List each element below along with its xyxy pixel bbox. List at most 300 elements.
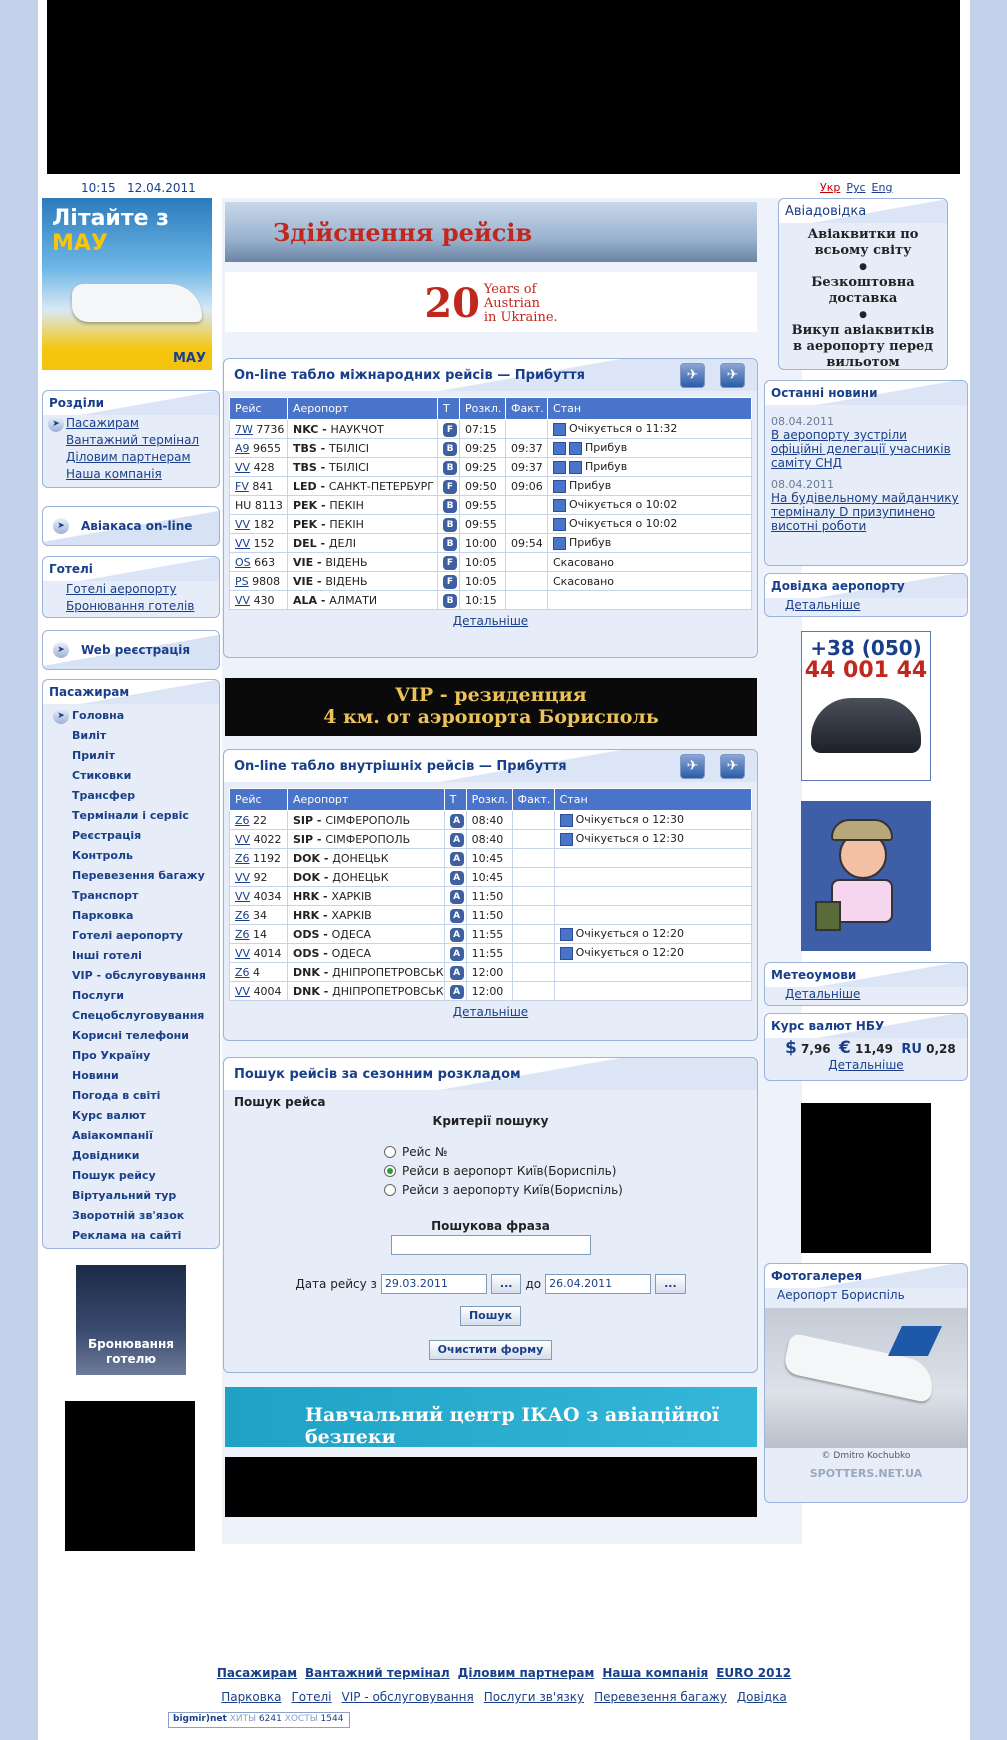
search-phrase-input[interactable] (391, 1235, 591, 1255)
scheduled-time: 12:00 (466, 982, 512, 1001)
terminal-badge: A (450, 928, 464, 942)
column-header: Факт. (512, 789, 554, 811)
airline-code-link[interactable]: VV (235, 946, 251, 960)
status-text: Прибув (585, 441, 628, 455)
passengers-menu-item[interactable]: Погода в світі (72, 1089, 161, 1102)
terminal (444, 887, 466, 906)
airport: DNK - ДНІПРОПЕТРОВСЬК (288, 963, 445, 982)
status (554, 811, 751, 830)
passengers-menu-item[interactable]: Перевезення багажу (72, 869, 205, 882)
terminal (444, 963, 466, 982)
airport: NKC - НАУКЧОТ (288, 420, 438, 439)
scheduled-time: 09:25 (460, 458, 506, 477)
arrow-icon: ➤ (53, 518, 69, 534)
web-registration-label: Web реєстрація (81, 643, 191, 657)
column-header: Рейс (230, 398, 288, 420)
photo-gallery-box (764, 1263, 968, 1503)
airport-city: ВІДЕНЬ (325, 574, 368, 588)
airport-city: НАУКЧОТ (330, 422, 384, 436)
airport-city: ДОНЕЦЬК (332, 870, 389, 884)
footer-link[interactable]: Пасажирам (216, 1666, 298, 1680)
date-from-label: Дата рейсу з (295, 1277, 377, 1291)
news-date: 08.04.2011 (771, 478, 834, 491)
intl-table (229, 397, 752, 610)
airport-code: DNK (293, 965, 320, 979)
right-banner (801, 1103, 931, 1253)
bigmir-counter[interactable] (168, 1712, 350, 1728)
gallery-photo[interactable] (765, 1308, 968, 1448)
terminal (438, 477, 460, 496)
hotel-booking-ad-text: Бронювання готелю (88, 1337, 174, 1366)
airline-code-link[interactable]: Z6 (235, 851, 250, 865)
airport-code: SIP (293, 832, 314, 846)
flight-row (230, 420, 752, 439)
section-company[interactable]: Наша компанія (66, 467, 162, 481)
lang-ukr[interactable]: Укр (820, 181, 841, 194)
passengers-menu-item[interactable]: Зворотній зв'язок (72, 1209, 185, 1222)
terminal-badge: A (450, 966, 464, 980)
status-icon (553, 499, 566, 512)
flight-num: 182 (253, 517, 275, 531)
scheduled-time: 08:40 (466, 830, 512, 849)
status (554, 963, 751, 982)
scheduled-time: 11:55 (466, 944, 512, 963)
time: 10:15 (81, 181, 116, 195)
airline-code-link[interactable]: VV (235, 832, 251, 846)
status (554, 830, 751, 849)
flight-num: 4014 (253, 946, 282, 960)
status-icon (560, 947, 573, 960)
passengers-menu-item[interactable]: Про Україну (72, 1049, 151, 1062)
flight-number (230, 534, 288, 553)
rub-rate: 0,28 (926, 1042, 956, 1056)
lang-eng[interactable]: Eng (871, 181, 893, 194)
weather-more[interactable]: Детальніше (785, 987, 861, 1001)
footer-link[interactable]: Парковка (221, 1690, 282, 1704)
photo-gallery-subtitle[interactable]: Аеропорт Бориспіль (777, 1288, 905, 1302)
flight-num: 663 (254, 555, 276, 569)
dollar-icon: $ (785, 1038, 797, 1058)
center-column (222, 198, 802, 1544)
flight-num: 34 (253, 908, 268, 922)
column-header: Факт. (506, 398, 548, 420)
terminal-badge: A (450, 890, 464, 904)
center-bottom-banner (225, 1457, 757, 1517)
flight-row (230, 496, 752, 515)
passengers-menu-item[interactable]: Курс валют (72, 1109, 146, 1122)
status-text: Очікується о 12:20 (575, 946, 684, 960)
actual-time: 09:54 (506, 534, 548, 553)
domestic-more-link[interactable]: Детальніше (452, 1005, 529, 1019)
airport-city: ДНІПРОПЕТРОВСЬК (332, 965, 444, 979)
airline-code-link[interactable]: VV (235, 536, 251, 550)
flight-row (230, 944, 752, 963)
passengers-menu-item[interactable]: Стиковки (72, 769, 132, 782)
date-to-picker-button[interactable]: ... (655, 1274, 686, 1294)
airport: SIP - СІМФЕРОПОЛЬ (288, 830, 445, 849)
austrian-line1: Years of (483, 281, 537, 297)
airport-code: HRK (293, 889, 320, 903)
radio-button[interactable] (384, 1184, 396, 1196)
footer-link[interactable]: Діловим партнерам (457, 1666, 595, 1680)
actual-time (506, 553, 548, 572)
flight-row (230, 591, 752, 610)
flight-number (230, 868, 288, 887)
passengers-menu-item[interactable]: VIP - обслуговування (72, 969, 206, 982)
terminal-badge: F (443, 575, 457, 589)
airline-code-link[interactable]: 7W (235, 422, 253, 436)
austrian-banner[interactable] (225, 272, 757, 332)
airline-code-link[interactable]: VV (235, 460, 251, 474)
status (548, 458, 752, 477)
plane-image (72, 284, 202, 322)
airport-code: VIE (293, 574, 314, 588)
footer-link[interactable]: Вантажний термінал (305, 1666, 450, 1680)
status-text: Очікується о 12:20 (575, 927, 684, 941)
status (554, 982, 751, 1001)
status (554, 925, 751, 944)
iso-certificates (39, 1712, 141, 1740)
date-to-input[interactable]: 26.04.2011 (545, 1274, 651, 1294)
search-phrase-label: Пошукова фраза (431, 1219, 550, 1233)
radio-to-kyiv[interactable] (384, 1161, 757, 1180)
airport-city: ТБІЛІСІ (329, 460, 369, 474)
airport-code: HRK (293, 908, 320, 922)
airport-code: DOK (293, 851, 321, 865)
terminal-badge: F (443, 556, 457, 570)
icao-banner[interactable] (225, 1387, 757, 1447)
status (554, 906, 751, 925)
airport: SIP - СІМФЕРОПОЛЬ (288, 811, 445, 830)
copyright: Copyright 2008 - 2010 © Розробка сайту КВД IT Планета-плюс (524, 1718, 922, 1731)
scheduled-time: 11:50 (466, 887, 512, 906)
arrow-icon: ➤ (48, 416, 64, 432)
airline-code-link[interactable]: PS (235, 574, 249, 588)
date-from-picker-button[interactable]: ... (491, 1274, 522, 1294)
airport: HRK - ХАРКІВ (288, 887, 445, 906)
actual-time (512, 963, 554, 982)
flight-row (230, 553, 752, 572)
airline-code-link[interactable]: Z6 (235, 908, 250, 922)
passengers-menu-item[interactable]: Транспорт (72, 889, 139, 902)
top-banner (47, 0, 960, 174)
taxi-phone-prefix: +38 (050) (810, 636, 922, 660)
status (548, 439, 752, 458)
domestic-table (229, 788, 752, 1001)
footer-link[interactable]: Довідка (736, 1690, 787, 1704)
airline-code-link[interactable]: VV (235, 593, 251, 607)
flight-num: 92 (253, 870, 268, 884)
airport: TBS - ТБІЛІСІ (288, 458, 438, 477)
scheduled-time: 09:50 (460, 477, 506, 496)
radio-button[interactable] (384, 1165, 396, 1177)
terminal-badge: A (450, 909, 464, 923)
terminal-badge: A (450, 871, 464, 885)
flight-row (230, 572, 752, 591)
avia-info-title: Авіадовідка (779, 199, 947, 223)
vip-line1: VIP - резиденция (395, 684, 587, 706)
terminal-badge: B (443, 518, 457, 532)
austrian-line3: in Ukraine. (483, 309, 558, 325)
terminal (438, 572, 460, 591)
airport-code: ALA (293, 593, 318, 607)
airline-code-link[interactable]: VV (235, 517, 251, 531)
status-text: Очікується о 11:32 (569, 422, 678, 436)
hotels-booking-link[interactable]: Бронювання готелів (66, 599, 195, 613)
lang-rus[interactable]: Рус (846, 181, 866, 194)
airport-reference-title: Довідка аеропорту (765, 574, 967, 598)
sections-box (42, 390, 220, 488)
flight-number (230, 458, 288, 477)
scheduled-time: 10:00 (460, 534, 506, 553)
section-partners[interactable]: Діловим партнерам (66, 450, 191, 464)
radio-flight-number[interactable] (384, 1142, 757, 1161)
section-cargo[interactable]: Вантажний термінал (66, 433, 200, 447)
status-icon (560, 928, 573, 941)
status-icon (553, 537, 566, 550)
mau-ad[interactable] (42, 198, 212, 370)
airline-code-link[interactable]: FV (235, 479, 249, 493)
passengers-menu-item[interactable]: Реклама на сайті (72, 1229, 182, 1242)
scheduled-time: 09:55 (460, 515, 506, 534)
passengers-menu-item[interactable]: Послуги (72, 989, 124, 1002)
actual-time (512, 925, 554, 944)
passengers-menu-item[interactable]: Віртуальний тур (72, 1189, 177, 1202)
flight-number (230, 944, 288, 963)
terminal (438, 591, 460, 610)
airport: DEL - ДЕЛІ (288, 534, 438, 553)
footer-link[interactable]: Послуги зв'язку (483, 1690, 585, 1704)
flight-number (230, 477, 288, 496)
passengers-menu-item[interactable]: Авіакомпанії (72, 1129, 153, 1142)
passengers-menu-item[interactable]: ➤ Головна (43, 706, 219, 726)
airline-code-link[interactable]: Z6 (235, 927, 250, 941)
status (548, 534, 752, 553)
column-header: Т (444, 789, 466, 811)
status (554, 887, 751, 906)
actual-time: 09:37 (506, 439, 548, 458)
vip-residence-banner[interactable] (225, 678, 757, 736)
currency-title: Курс валют НБУ (765, 1014, 967, 1038)
flight-row (230, 811, 752, 830)
passengers-menu-item[interactable]: Пошук рейсу (72, 1169, 156, 1182)
passengers-menu-item[interactable]: Парковка (72, 909, 134, 922)
column-header: Розкл. (460, 398, 506, 420)
flights-banner-text: Здійснення рейсів (273, 218, 533, 247)
search-button[interactable]: Пошук (460, 1306, 521, 1326)
airport-city: ХАРКІВ (331, 889, 372, 903)
airport-city: ХАРКІВ (331, 908, 372, 922)
departure-icon[interactable]: ✈ (680, 754, 705, 779)
usd-rate: 7,96 (801, 1042, 831, 1056)
flight-num: 14 (253, 927, 268, 941)
airport-city: ПЕКІН (329, 498, 364, 512)
flight-number (230, 496, 288, 515)
airline-code-link[interactable]: VV (235, 870, 251, 884)
column-header: Т (438, 398, 460, 420)
section-passengers[interactable]: Пасажирам (66, 416, 139, 430)
news-link[interactable]: В аеропорту зустріли офіційні делегації учасників саміту СНД (771, 428, 951, 470)
scheduled-time: 10:45 (466, 849, 512, 868)
flight-row (230, 439, 752, 458)
passengers-menu-item[interactable]: Готелі аеропорту (72, 929, 183, 942)
footer-link[interactable]: Готелі (291, 1690, 332, 1704)
passengers-menu-item[interactable]: Реєстрація (72, 829, 142, 842)
mau-ad-line1: Літайте з (52, 206, 169, 231)
airport-code: SIP (293, 813, 314, 827)
flight-num: 152 (253, 536, 275, 550)
flight-num: 7736 (256, 422, 285, 436)
web-registration-button[interactable] (42, 630, 220, 670)
column-header: Рейс (230, 789, 288, 811)
airline-code-link[interactable]: Z6 (235, 965, 250, 979)
airport: DOK - ДОНЕЦЬК (288, 849, 445, 868)
mascot-hat (831, 819, 893, 841)
passengers-menu-item[interactable]: Трансфер (72, 789, 136, 802)
status (554, 868, 751, 887)
passengers-menu-item[interactable]: Термінали і сервіс (72, 809, 189, 822)
actual-time (512, 830, 554, 849)
flights-banner[interactable] (225, 202, 757, 262)
terminal (438, 553, 460, 572)
weather-box (764, 962, 968, 1006)
status-text: Прибув (569, 479, 612, 493)
status-text: Скасовано (553, 555, 614, 569)
status (554, 849, 751, 868)
radio-label: Рейси в аеропорт Київ(Бориспіль) (402, 1163, 617, 1178)
status-icon (560, 833, 573, 846)
terminal (444, 982, 466, 1001)
footer-link[interactable]: Перевезення багажу (594, 1690, 727, 1704)
passengers-menu (43, 704, 219, 1250)
austrian-banner-number: 20 (424, 280, 480, 327)
terminal-badge: A (450, 947, 464, 961)
hotels-airport-link[interactable]: Готелі аеропорту (66, 582, 177, 596)
airport-code: ODS (293, 946, 320, 960)
scheduled-time: 10:15 (460, 591, 506, 610)
arrival-icon[interactable]: ✈ (720, 754, 745, 779)
airport-city: ДОНЕЦЬК (332, 851, 389, 865)
rub-label: RU (901, 1042, 922, 1057)
flight-num: 9655 (253, 441, 282, 455)
terminal (438, 496, 460, 515)
flight-row (230, 849, 752, 868)
actual-time (512, 944, 554, 963)
status (548, 591, 752, 610)
passengers-menu-item[interactable]: Виліт (72, 729, 107, 742)
language-switch (820, 181, 898, 194)
footer-link[interactable]: Наша компанія (602, 1666, 709, 1680)
airport-city: СІМФЕРОПОЛЬ (325, 813, 411, 827)
flight-num: HU 8113 (235, 498, 283, 512)
date: 12.04.2011 (127, 181, 196, 195)
passengers-menu-item[interactable]: Корисні телефони (72, 1029, 189, 1042)
avia-info-body (779, 223, 947, 371)
status (548, 420, 752, 439)
flight-row (230, 458, 752, 477)
column-header: Аеропорт (288, 789, 445, 811)
flight-row (230, 906, 752, 925)
jet-fin (888, 1326, 942, 1356)
actual-time (512, 868, 554, 887)
taxi-phone-number: 44 001 44 (804, 658, 928, 683)
airport-city: ПЕКІН (329, 517, 364, 531)
arrival-icon[interactable]: ✈ (720, 363, 745, 388)
radio-from-kyiv[interactable] (384, 1180, 757, 1199)
airport: VIE - ВІДЕНЬ (288, 572, 438, 591)
footer-link[interactable]: VIP - обслуговування (341, 1690, 474, 1704)
airport-code: DEL (293, 536, 317, 550)
currency-more[interactable]: Детальніше (828, 1058, 904, 1072)
passengers-menu-item[interactable]: Довідники (72, 1149, 140, 1162)
footer-link[interactable]: EURO 2012 (716, 1666, 792, 1680)
flight-number (230, 849, 288, 868)
airport: ODS - ОДЕСА (288, 925, 445, 944)
status-text: Скасовано (553, 574, 614, 588)
passengers-menu-item[interactable]: Приліт (72, 749, 115, 762)
clear-form-button[interactable]: Очистити форму (429, 1340, 553, 1360)
avia-kasa-button[interactable] (42, 506, 220, 546)
airline-code-link[interactable]: VV (235, 984, 251, 998)
flight-num: 1192 (253, 851, 282, 865)
scheduled-time: 12:00 (466, 963, 512, 982)
schedule-search-box (223, 1057, 758, 1373)
airline-code-link[interactable]: Z6 (235, 813, 250, 827)
scheduled-time: 10:05 (460, 553, 506, 572)
mascot-ad[interactable] (801, 801, 931, 951)
news-link[interactable]: На будівельному майданчику терміналу D призупинено висотні роботи (771, 491, 959, 533)
taxi-ad[interactable] (801, 631, 931, 781)
airport-reference-more[interactable]: Детальніше (785, 598, 861, 612)
flight-number (230, 811, 288, 830)
left-bottom-banner (65, 1401, 195, 1551)
scheduled-time: 10:45 (466, 868, 512, 887)
passengers-menu-item[interactable]: Спецобслуговування (72, 1009, 205, 1022)
intl-more-link[interactable]: Детальніше (452, 614, 529, 628)
date-from-input[interactable]: 29.03.2011 (381, 1274, 487, 1294)
passengers-menu-item[interactable]: Контроль (72, 849, 133, 862)
status-icon (560, 814, 573, 827)
terminal (438, 458, 460, 477)
hotels-title: Готелі (43, 557, 219, 581)
page (38, 0, 970, 1740)
radio-label: Рейс № (402, 1144, 448, 1159)
airline-code-link[interactable]: A9 (235, 441, 250, 455)
flight-number (230, 963, 288, 982)
spotters-logo[interactable]: SPOTTERS.NET.UA (809, 1467, 923, 1480)
status-text: Прибув (585, 460, 628, 474)
photo-credit: © Dmitro Kochubko (821, 1451, 911, 1461)
hits-label: ХИТЫ (229, 1714, 257, 1724)
flight-number (230, 515, 288, 534)
passengers-menu-item[interactable]: Інші готелі (72, 949, 142, 962)
search-title: Пошук рейсів за сезонним розкладом (224, 1058, 757, 1090)
hotel-booking-ad[interactable] (76, 1265, 186, 1375)
status-text: Очікується о 10:02 (569, 517, 678, 531)
flight-number (230, 572, 288, 591)
icao-banner-text: Навчальний центр ІКАО з авіаційної безпеки (305, 1404, 720, 1448)
vip-line2: 4 км. от аэропорта Борисполь (323, 706, 659, 728)
airline-code-link[interactable]: OS (235, 555, 251, 569)
departure-icon[interactable]: ✈ (680, 363, 705, 388)
passengers-menu-item[interactable]: Новини (72, 1069, 119, 1082)
flight-row (230, 868, 752, 887)
airport-city: САНКТ-ПЕТЕРБУРГ (328, 479, 434, 493)
airline-code-link[interactable]: VV (235, 889, 251, 903)
airport: TBS - ТБІЛІСІ (288, 439, 438, 458)
terminal-badge: A (450, 852, 464, 866)
radio-button[interactable] (384, 1146, 396, 1158)
